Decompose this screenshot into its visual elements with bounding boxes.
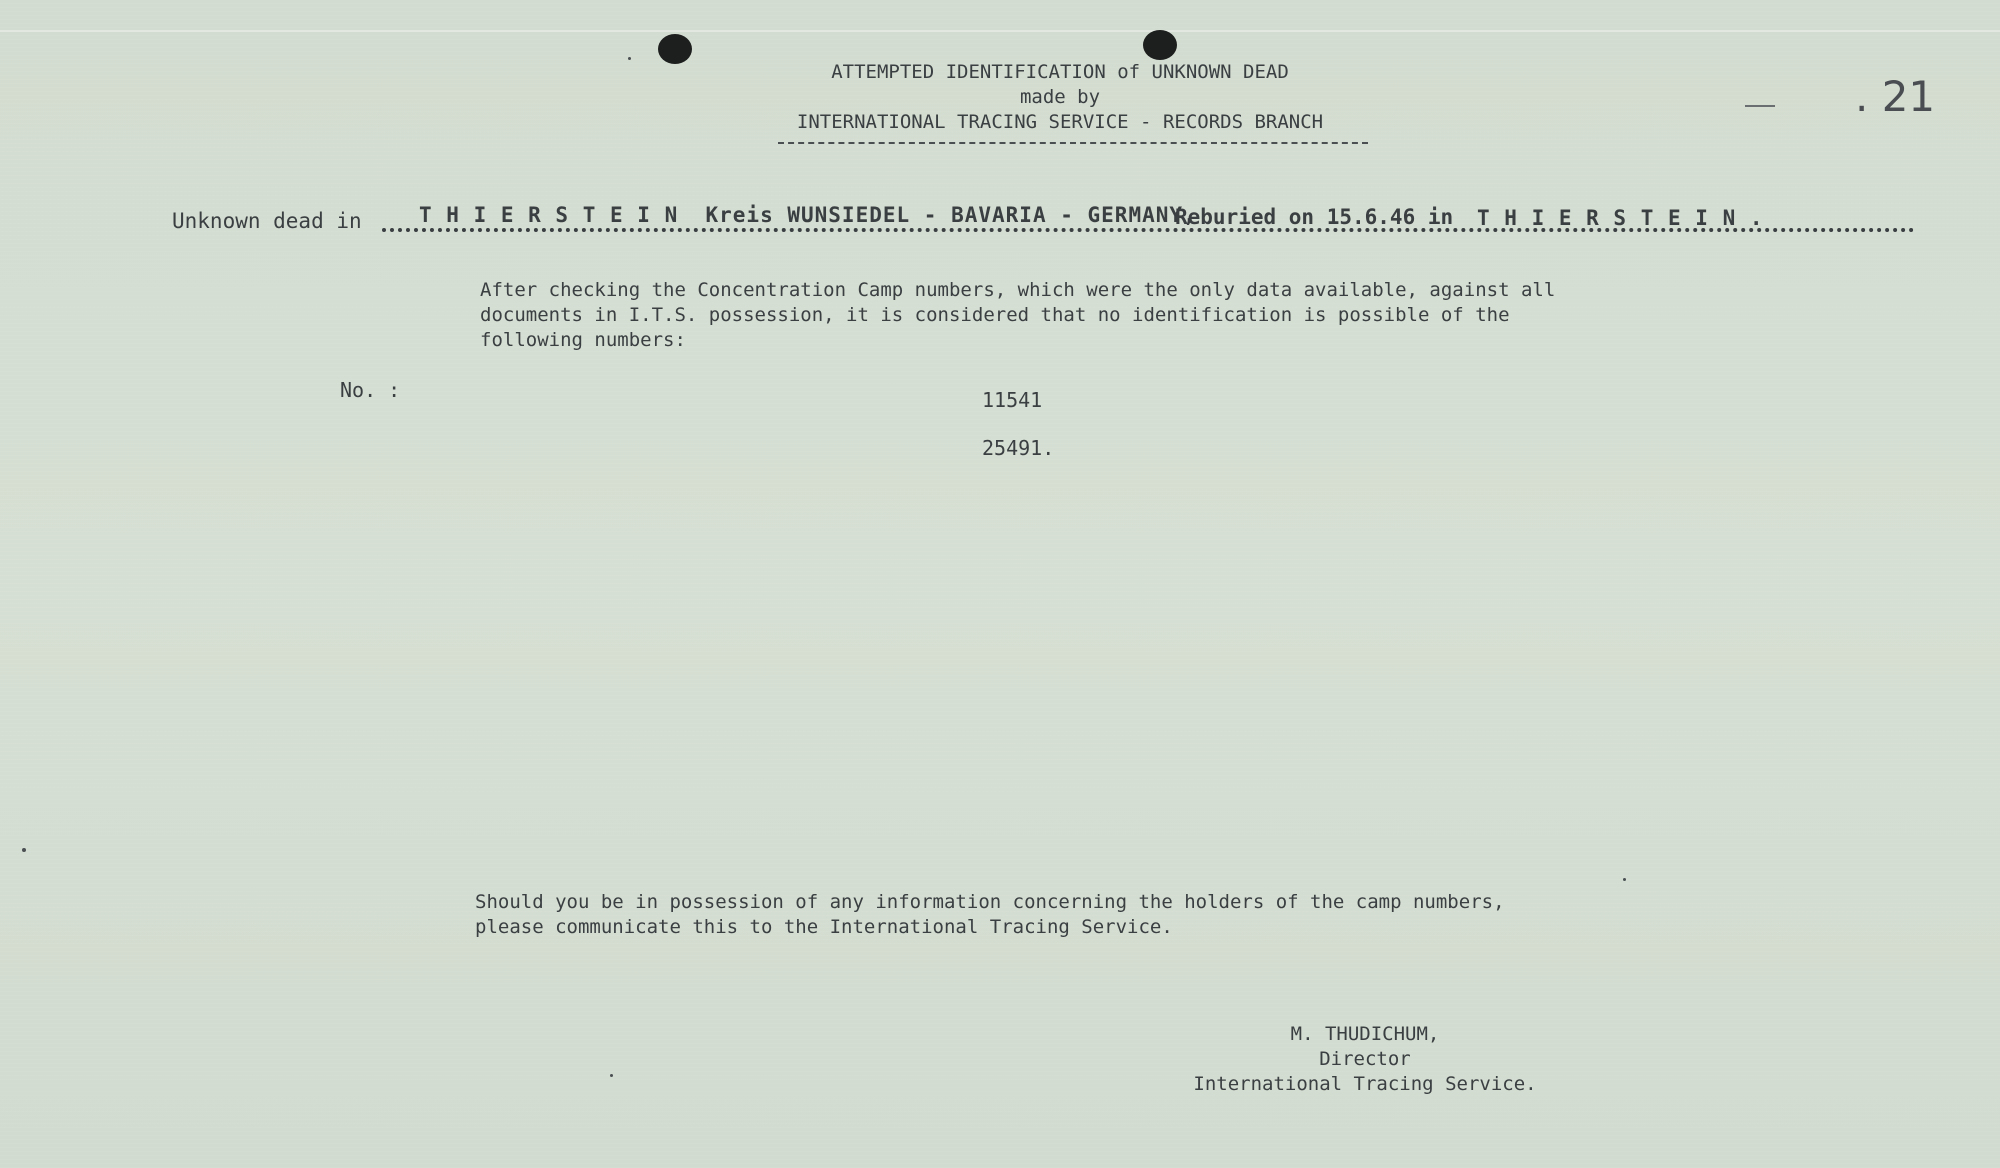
ink-speck (1623, 878, 1626, 881)
ink-speck (628, 57, 631, 60)
burial-place: T H I E R S T E I N Kreis WUNSIEDEL - BAVARIA - GERMANY, (419, 203, 1197, 227)
camp-number: 11541 (982, 388, 1043, 412)
unknown-dead-row (172, 200, 1912, 240)
header-subtitle: made by (1019, 86, 1101, 108)
reburied-label: Reburied on 15.6.46 in (1175, 205, 1454, 229)
body-paragraph: After checking the Concentration Camp numbers, which were the only data available, against all documents in I.T.S. possession, it is considered that no identification is possible of the following numbers: (480, 279, 1556, 351)
ink-speck (610, 1074, 613, 1077)
closing-paragraph: Should you be in possession of any information concerning the holders of the camp numbers, please communicate this to the International Tracing Service. (475, 891, 1505, 938)
ink-speck (22, 848, 26, 852)
header-underline (778, 142, 1368, 147)
camp-number: 25491. (982, 436, 1055, 460)
page-number: . 21 (1855, 72, 1936, 121)
signatory-organization: International Tracing Service. (1193, 1073, 1537, 1095)
header-title: ATTEMPTED IDENTIFICATION of UNKNOWN DEAD (831, 61, 1289, 83)
unknown-dead-label: Unknown dead in (172, 209, 362, 233)
punch-hole-left (658, 34, 692, 64)
header-organization: INTERNATIONAL TRACING SERVICE - RECORDS BRANCH (796, 111, 1324, 133)
page-number-mark (1745, 105, 1775, 107)
numbers-label: No. : (340, 378, 401, 402)
signatory-name: M. THUDICHUM, (1290, 1023, 1440, 1045)
punch-hole-right (1143, 30, 1177, 60)
reburied-place: T H I E R S T E I N . (1477, 206, 1764, 230)
page-top-edge (0, 30, 2000, 32)
signatory-title: Director (1319, 1048, 1411, 1070)
